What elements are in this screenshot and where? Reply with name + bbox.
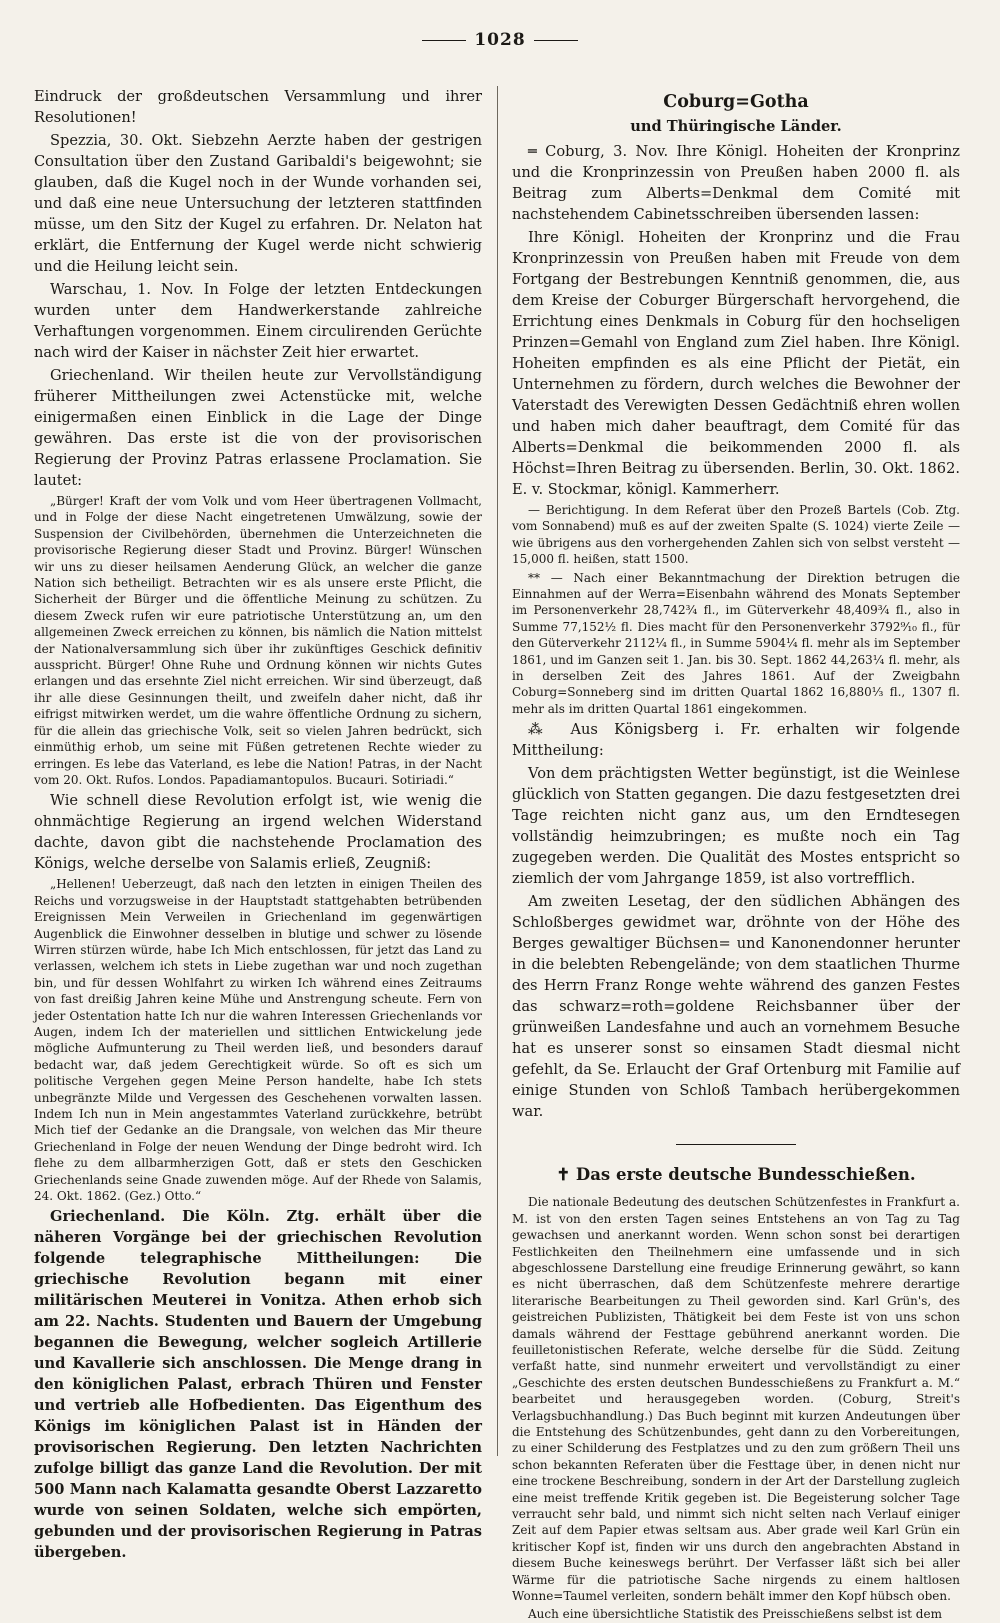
left-paragraph: Warschau, 1. Nov. In Folge der letzten Entdeckungen wurden unter dem Handwerkerstande zahlreiche Verhaftungen vorgenommen. Einem circulirenden Gerüchte nach wird der Kaiser in nächster Zeit hier erwartet. — [34, 281, 482, 361]
right-paragraph: Von dem prächtigsten Wetter begünstigt, ist die Weinlese glücklich von Statten gegangen. Die dazu festgesetzten drei Tage reichten nicht ganz aus, um den Erndtesegen vollständig heimzubringen; es mußte noch ein Tag zugegeben werden. Die Qualität des Mostes entspricht so ziemlich der vom Jahrgange 1859, ist also vortrefflich. — [512, 765, 960, 888]
left-paragraph: Griechenland. Wir theilen heute zur Vervollständigung früherer Mittheilungen zwei Actenstücke mit, welche einigermaßen einen Einblick in die Lage der Dinge gewähren. Das erste ist die von der provisorischen Regierung der Provinz Patras erlassene Proclamation. Sie lautet: — [34, 367, 482, 489]
right-paragraph: ✝ Das erste deutsche Bundesschießen. — [512, 1144, 960, 1186]
left-paragraph: „Bürger! Kraft der vom Volk und vom Heer übertragenen Vollmacht, und in Folge der diese Nacht eingetretenen Umwälzung, sowie der Suspension der Civilbehörden, übernehmen die Unterzeichneten die provisorische Regierung dieser Stadt und Provinz. Bürger! Wünschen wir uns zu dieser heilsamen Aenderung Glück, an welcher die ganze Nation sich betheiligt. Betrachten wir es als unsere erste Pflicht, die Sicherheit der Bürger und die öffentliche Meinung zu schützen. Zu diesem Zweck rufen wir eure patriotische Unterstützung an, um den allgemeinen Zweck erreichen zu können, bis nämlich die Nation mittelst der Nationalversammlung sich über ihr zukünftiges Geschick definitiv ausspricht. Bürger! Ohne Ruhe und Ordnung können wir nichts Gutes erlangen und das ersehnte Ziel nicht erreichen. Wir sind überzeugt, daß ihr alle diese Gesinnungen theilt, und zweifeln daher nicht, daß ihr eifrigst mitwirken werdet, um die wahre öffentliche Ordnung zu sichern, für die allein das griechische Volk, seit so vielen Jahren bedrückt, sich einmüthig erhob, um seine mit Füßen getretenen Rechte wieder zu erringen. Es lebe das Vaterland, es lebe die Nation! Patras, in der Nacht vom 20. Okt. Rufos. Londos. Papadiamantopulos. Bucauri. Sotiriadi.“ — [34, 494, 482, 787]
column-divider — [497, 86, 498, 1456]
right-paragraph: ═ Coburg, 3. Nov. Ihre Königl. Hoheiten der Kronprinz und die Kronprinzessin von Preußen haben 2000 fl. als Beitrag zum Alberts=Denkmal dem Comité mit nachstehendem Cabinetsschreiben übersenden lassen: — [512, 143, 960, 223]
right-paragraph: Am zweiten Lesetag, der den südlichen Abhängen des Schloßberges gewidmet war, dröhnte von der Höhe des Berges gewaltiger Büchsen= und Kanonendonner herunter in die belebten Rebengelände; von dem staatlichen Thurme des Herrn Franz Ronge wehte während des ganzen Festes das schwarz=roth=goldene Reichsbanner über der grünweißen Landesfahne und auch an vornehmem Besuche hat es unserer sonst so einsamen Stadt diesmal nicht gefehlt, da Se. Erlaucht der Graf Ortenburg mit Familie auf einige Stunden von Schloß Tambach herübergekommen war. — [512, 893, 960, 1121]
right-paragraph: — Berichtigung. In dem Referat über den Prozeß Bartels (Cob. Ztg. vom Sonnabend) muß es auf der zweiten Spalte (S. 1024) vierte Zeile — wie übrigens aus den vorhergehenden Zahlen sich von selbst versteht — 15,000 fl. heißen, statt 1500. — [512, 503, 960, 567]
right-paragraph: ** — Nach einer Bekanntmachung der Direktion betrugen die Einnahmen auf der Werra=Eisenbahn während des Monats September im Personenverkehr 28,742¾ fl., im Güterverkehr 48,409¾ fl., also in Summe 77,152½ fl. Dies macht für den Personenverkehr 3792⁹⁄₁₀ fl., für den Güterverkehr 2112¼ fl., in Summe 5904¼ fl. mehr als im September 1861, und im Ganzen seit 1. Jan. bis 30. Sept. 1862 44,263¼ fl. mehr, als in derselben Zeit des Jahres 1861. Auf der Zweigbahn Coburg=Sonneberg sind im dritten Quartal 1862 16,880⅓ fl., 1307 fl. mehr als im dritten Quartal 1861 eingekommen. — [512, 570, 960, 716]
left-paragraph: Griechenland. Die Köln. Ztg. erhält über die näheren Vorgänge bei der griechischen Revolution folgende telegraphische Mittheilungen: Die griechische Revolution begann mit einer militärischen Meuterei in Vonitza. Athen erhob sich am 22. Nachts. Studenten und Bauern der Umgebung begannen die Bewegung, welcher sogleich Artillerie und Kavallerie sich anschlossen. Die Menge drang in den königlichen Palast, erbrach Thüren und Fenster und vertrieb alle Hofbedienten. Das Eigenthum des Königs im königlichen Palast ist in Händen der provisorischen Regierung. Den letzten Nachrichten zufolge billigt das ganze Land die Revolution. Der mit 500 Mann nach Kalamatta gesandte Oberst Lazzaretto wurde von seinen Soldaten, welche sich empörten, gebunden und der provisorischen Regierung in Patras übergeben. — [34, 1208, 482, 1562]
right-paragraph: und Thüringische Länder. — [630, 118, 842, 135]
right-paragraph: Auch eine übersichtliche Statistik des Preisschießens selbst ist dem — [528, 1607, 942, 1622]
page-number: 1028 — [400, 30, 600, 50]
left-paragraph: „Hellenen! Ueberzeugt, daß nach den letzten in einigen Theilen des Reichs und vorzugsweise in der Hauptstadt stattgehabten betrübenden Ereignissen Mein Verweilen in Griechenland im gegenwärtigen Augenblick die Einwohner desselben in blutige und schwer zu lösende Wirren stürzen würde, habe Ich Mich entschlossen, für jetzt das Land zu verlassen, welchem ich stets in Liebe zugethan war und noch zugethan bin, und für dessen Wohlfahrt zu wirken Ich während eines Zeitraums von fast dreißig Jahren keine Mühe und Anstrengung scheute. Fern von jeder Ostentation hatte Ich nur die wahren Interessen Griechenlands vor Augen, indem Ich der materiellen und sittlichen Entwickelung jede mögliche Aufmunterung zu Theil werden ließ, und besonders darauf bedacht war, daß jedem Gerechtigkeit würde. So oft es sich um politische Vergehen gegen Meine Person handelte, habe Ich stets unbegränzte Milde und Vergessen des Geschehenen vorwalten lassen. Indem Ich nun in Mein angestammtes Vaterland zurückkehre, betrübt Mich tief der Gedanke an die Drangsale, von welchen das Mir theure Griechenland in Folge der neuen Wendung der Dinge bedroht wird. Ich flehe zu dem allbarmherzigen Gott, daß er stets den Geschicken Griechenlands seine Gnade zuwenden möge. Auf der Rhede von Salamis, 24. Okt. 1862. (Gez.) Otto.“ — [34, 877, 482, 1204]
right-paragraph: ⁂ Aus Königsberg i. Fr. erhalten wir folgende Mittheilung: — [512, 721, 960, 760]
right-paragraph: Coburg=Gotha — [663, 92, 809, 112]
right-paragraph: Die nationale Bedeutung des deutschen Schützenfestes in Frankfurt a. M. ist von den ersten Tagen seines Entstehens an von Tag zu Tag gewachsen und anerkannt worden. Wenn schon sonst bei derartigen Festlichkeiten den Theilnehmern eine umfassende und in sich abgeschlossene Darstellung eine freudige Erinnerung gewährt, so kann es nicht überraschen, daß dem Schützenfeste mehrere derartige literarische Bearbeitungen zu Theil geworden sind. Karl Grün's, des geistreichen Publizisten, Thätigkeit bei dem Feste ist von uns schon damals während der Festtage gebührend anerkannt worden. Die feuilletonistischen Referate, welche derselbe für die Südd. Zeitung verfaßt hatte, sind nunmehr erweitert und vervollständigt zu einer „Geschichte des ersten deutschen Bundesschießens zu Frankfurt a. M.“ bearbeitet und herausgegeben worden. (Coburg, Streit's Verlagsbuchhandlung.) Das Buch beginnt mit kurzen Andeutungen über die Entstehung des Schützenbundes, geht dann zu den Vorbereitungen, zu einer Schilderung des Festplatzes und zu den zum größern Theil uns schon bekannten Referaten über die Festtage über, in denen nicht nur eine trockene Beschreibung, sondern in der Art der Darstellung zugleich eine meist treffende Kritik gegeben ist. Die Begeisterung solcher Tage verraucht sehr bald, und nimmt sich nicht selten nach Verlauf einiger Zeit auf dem Papier etwas seltsam aus. Aber grade weil Karl Grün ein kritischer Kopf ist, finden wir uns durch den angebrachten Abstand in diesem Buche keineswegs berührt. Der Verfasser läßt sich bei aller Wärme für die patriotische Sache nirgends zu einem haltlosen Wonne=Taumel verleiten, sondern behält immer den Kopf hübsch oben. — [512, 1195, 960, 1604]
left-column — [34, 86, 482, 1562]
right-paragraph: Ihre Königl. Hoheiten der Kronprinz und die Frau Kronprinzessin von Preußen haben mit Freude von dem Fortgang der Bestrebungen Kenntniß genommen, die, aus dem Kreise der Coburger Bürgerschaft hervorgehend, die Errichtung eines Denkmals in Coburg für den hochseligen Prinzen=Gemahl von England zum Ziel haben. Ihre Königl. Hoheiten empfinden es als eine Pflicht der Pietät, ein Unternehmen zu fördern, durch welches die Bewohner der Vaterstadt des Verewigten Dessen Gedächtniß ehren wollen und haben mich daher beauftragt, dem Comité für das Alberts=Denkmal die beikommenden 2000 fl. als Höchst=Ihren Beitrag zu übersenden. Berlin, 30. Okt. 1862. E. v. Stockmar, königl. Kammerherr. — [512, 229, 960, 498]
right-column — [512, 86, 960, 1622]
left-paragraph: Eindruck der großdeutschen Versammlung und ihrer Resolutionen! — [34, 88, 482, 126]
left-paragraph: Wie schnell diese Revolution erfolgt ist, wie wenig die ohnmächtige Regierung an irgend welchen Widerstand dachte, davon gibt die nachstehende Proclamation des Königs, welche derselbe von Salamis erließ, Zeugniß: — [34, 792, 482, 873]
left-paragraph: Spezzia, 30. Okt. Siebzehn Aerzte haben der gestrigen Consultation über den Zustand Garibaldi's beigewohnt; sie glauben, daß die Kugel noch in der Wunde vorhanden sei, und daß eine neue Untersuchung der letzteren stattfinden müsse, um den Sitz der Kugel zu erfahren. Dr. Nelaton hat erklärt, die Entfernung der Kugel werde nicht schwierig und die Heilung leicht sein. — [34, 132, 482, 275]
